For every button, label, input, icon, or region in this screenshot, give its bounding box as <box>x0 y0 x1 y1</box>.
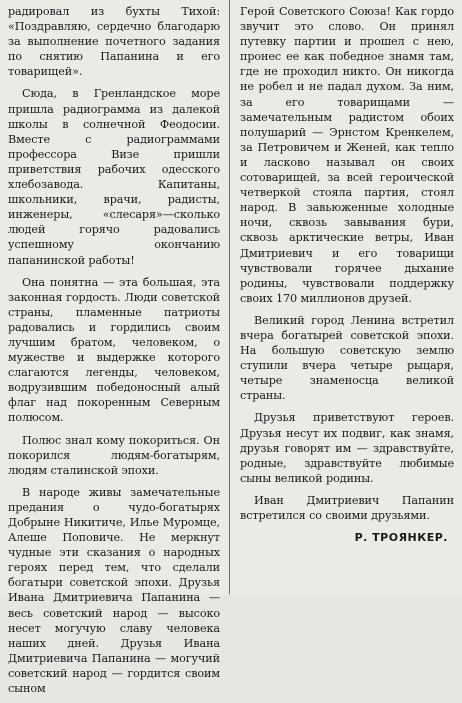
right-paragraph-4: Иван Дмитриевич Папанин встретился со своими друзьями. <box>240 493 454 522</box>
author-signature: Р. ТРОЯНКЕР. <box>354 531 448 545</box>
column-divider <box>229 0 230 594</box>
left-paragraph-5: В народе живы замечательные предания о чудо-богатырях Добрыне Никитиче, Илье Муромце, Алеше Поповиче. Не меркнут чудные эти сказания о народных героях перед тем, что сделали богатыри советской эпохи. Друзья Ивана Дмитриевича Папанина — весь советский народ — высоко несет могучую славу человека наших дней. Друзья Ивана Дмитриевича Папанина — могучий советский народ — гордится своим сыном <box>8 485 220 696</box>
right-column <box>240 4 454 545</box>
left-paragraph-1: радировал из бухты Тихой: «Поздравляю, сердечно благодарю за выполнение почетного задания по снятию Папанина и его товарищей». <box>8 5 220 79</box>
right-paragraph-3: Друзья приветствуют героев. Друзья несут их подвиг, как знамя, друзья говорят им — здравствуйте, родные, здравствуйте любимые сыны великой родины. <box>240 411 454 485</box>
left-paragraph-3: Она понятна — эта большая, эта законная гордость. Люди советской страны, пламенные патриоты радовались и гордились своим лучшим братом, человеком, о мужестве и выдержке которого слагаются легенды, человеком, водрузившим победоносный алый флаг над покоренным Северным полюсом. <box>8 275 220 425</box>
left-paragraph-4: Полюс знал кому покориться. Он покорился людям-богатырям, людям сталинской эпохи. <box>8 433 220 477</box>
right-paragraph-1: Герой Советского Союза! Как гордо звучит это слово. Он принял путевку партии и прошел с нею, пронес ее как победное знамя там, где не проходил никто. Он никогда не робел и не падал духом. За ним, за его товарищами — замечательным радистом обоих полушарий — Эрнстом Кренкелем, за Петровичем и Женей, как тепло и ласково называл он своих сотоварищей, за всей героической четверкой стояла партия, стоял народ. В завьюженные холодные ночи, сквозь завывания бури, сквозь арктические ветры, Иван Дмитриевич и его товарищи чувствовали горячее дыхание родины, чувствовали поддержку своих 170 миллионов друзей. <box>240 5 454 305</box>
left-column <box>8 4 220 703</box>
left-paragraph-2: Сюда, в Гренландское море пришла радиограмма из далекой школы в солнечной Феодосии. Вместе с радиограммами профессора Визе пришли приветствия рабочих одесского хлебозавода. Капитаны, школьники, врачи, радисты, инженеры, «слесаря»—сколько людей горячо радовались успешному окончанию папанинской работы! <box>8 87 220 267</box>
right-paragraph-2: Великий город Ленина встретил вчера богатырей советской эпохи. На большую советскую землю ступили вчера четыре рыцаря, четыре знаменосца великой страны. <box>240 313 454 403</box>
